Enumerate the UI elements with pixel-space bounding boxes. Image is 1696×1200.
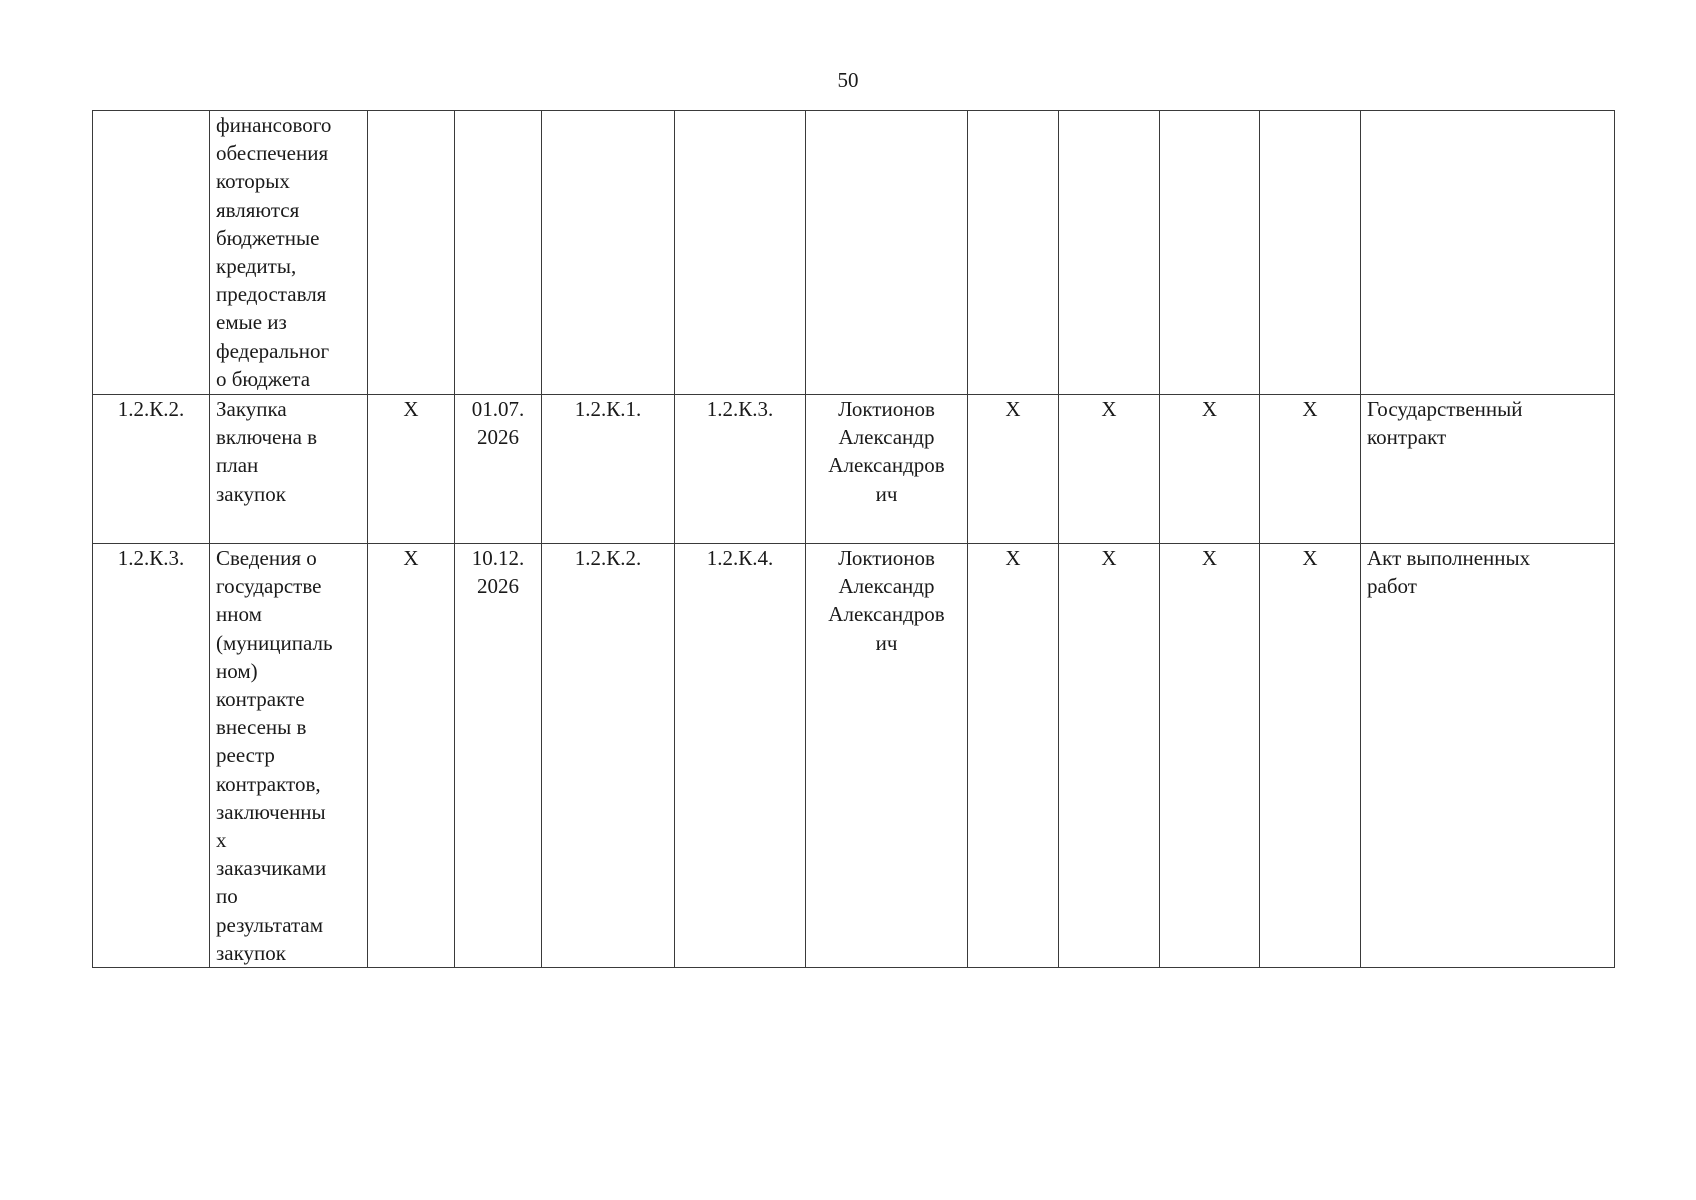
- cell-x3: [1160, 544, 1260, 968]
- cell-text: 1.2.К.2.: [117, 397, 185, 421]
- cell-col3: [368, 395, 455, 544]
- table-row: [93, 395, 1615, 544]
- cell-x4: [1260, 395, 1361, 544]
- cell-col3: [368, 544, 455, 968]
- cell-next: [675, 395, 806, 544]
- cell-text: X: [1201, 546, 1218, 570]
- cell-line: Локтионов: [838, 546, 935, 570]
- cell-text: X: [1302, 546, 1318, 570]
- cell-line: 2026: [477, 574, 519, 599]
- cell-prev: [542, 111, 675, 395]
- cell-line: Акт выполненных: [1367, 546, 1531, 570]
- cell-line: Александр: [838, 425, 935, 450]
- cell-text: X: [403, 546, 419, 570]
- cell-line: по: [216, 884, 238, 909]
- cell-line: внесены в: [216, 715, 307, 740]
- cell-text: X: [1101, 546, 1117, 570]
- cell-line: 10.12.: [471, 546, 525, 570]
- cell-line: заключенны: [216, 799, 326, 824]
- cell-x3: [1160, 395, 1260, 544]
- cell-text: 1.2.К.3.: [117, 546, 185, 570]
- cell-responsible: [806, 111, 968, 395]
- cell-x1: [968, 111, 1059, 395]
- cell-line: являются: [216, 197, 300, 222]
- cell-line: закупок: [216, 940, 286, 965]
- cell-col3: [368, 111, 455, 395]
- cell-line: государстве: [216, 574, 322, 599]
- cell-line: включена в: [216, 425, 318, 450]
- cell-prev: [542, 544, 675, 968]
- cell-line: результатам: [216, 912, 324, 937]
- cell-prev: [542, 395, 675, 544]
- cell-x3: [1160, 111, 1260, 395]
- cell-line: Локтионов: [838, 397, 935, 421]
- cell-line: ич: [875, 630, 898, 655]
- cell-name: [210, 544, 368, 968]
- cell-line: 2026: [477, 425, 519, 450]
- cell-line: х: [216, 828, 227, 853]
- cell-text: X: [1101, 397, 1117, 421]
- cell-line: Закупка: [216, 397, 287, 421]
- cell-x2: [1059, 111, 1160, 395]
- page-number: 50: [837, 68, 859, 92]
- cell-document: [1361, 544, 1615, 968]
- cell-line: план: [216, 453, 259, 478]
- cell-line: работ: [1367, 574, 1417, 599]
- cell-responsible: [806, 395, 968, 544]
- cell-code: [93, 111, 210, 395]
- cell-text: 1.2.К.4.: [706, 546, 774, 570]
- cell-line: закупок: [216, 481, 286, 506]
- cell-name: [210, 111, 368, 395]
- cell-line: федеральног: [216, 338, 330, 363]
- cell-text: 1.2.К.1.: [574, 397, 642, 421]
- cell-line: 01.07.: [471, 397, 525, 421]
- cell-line: контракт: [1367, 425, 1447, 450]
- cell-responsible: [806, 544, 968, 968]
- cell-code: [93, 395, 210, 544]
- cell-line: контрактов,: [216, 771, 321, 796]
- cell-line: Сведения о: [216, 546, 317, 570]
- cell-text: X: [403, 397, 419, 421]
- cell-line: ном): [216, 658, 258, 683]
- cell-line: Александров: [828, 453, 945, 478]
- cell-code: [93, 544, 210, 968]
- cell-line: Александр: [838, 574, 935, 599]
- cell-line: которых: [216, 169, 290, 194]
- cell-date: [455, 544, 542, 968]
- cell-line: реестр: [216, 743, 275, 768]
- table-row: [93, 544, 1615, 968]
- cell-x2: [1059, 544, 1160, 968]
- cell-line: емые из: [216, 310, 287, 335]
- cell-x1: [968, 395, 1059, 544]
- cell-name: [210, 395, 368, 544]
- cell-text: 1.2.К.3.: [706, 397, 774, 421]
- cell-line: заказчиками: [216, 856, 327, 881]
- cell-text: X: [1201, 397, 1218, 421]
- cell-x2: [1059, 395, 1160, 544]
- cell-x4: [1260, 111, 1361, 395]
- cell-date: [455, 111, 542, 395]
- cell-document: [1361, 111, 1615, 395]
- cell-next: [675, 111, 806, 395]
- cell-line: финансового: [216, 113, 332, 137]
- cell-line: (муниципаль: [216, 630, 333, 655]
- cell-date: [455, 395, 542, 544]
- cell-line: контракте: [216, 687, 305, 712]
- cell-document: [1361, 395, 1615, 544]
- cell-line: обеспечения: [216, 141, 329, 166]
- cell-line: нном: [216, 602, 262, 627]
- cell-line: Александров: [828, 602, 945, 627]
- cell-line: Государственный: [1367, 397, 1523, 421]
- cell-text: X: [1005, 546, 1021, 570]
- table-row: [93, 111, 1615, 395]
- cell-next: [675, 544, 806, 968]
- cell-line: предоставля: [216, 282, 327, 307]
- cell-x4: [1260, 544, 1361, 968]
- cell-line: бюджетные: [216, 225, 320, 250]
- cell-text: X: [1005, 397, 1021, 421]
- cell-line: о бюджета: [216, 366, 311, 391]
- plan-table: [92, 110, 1615, 968]
- cell-line: ич: [875, 481, 898, 506]
- cell-text: X: [1302, 397, 1318, 421]
- cell-line: кредиты,: [216, 254, 297, 279]
- cell-x1: [968, 544, 1059, 968]
- cell-text: 1.2.К.2.: [574, 546, 642, 570]
